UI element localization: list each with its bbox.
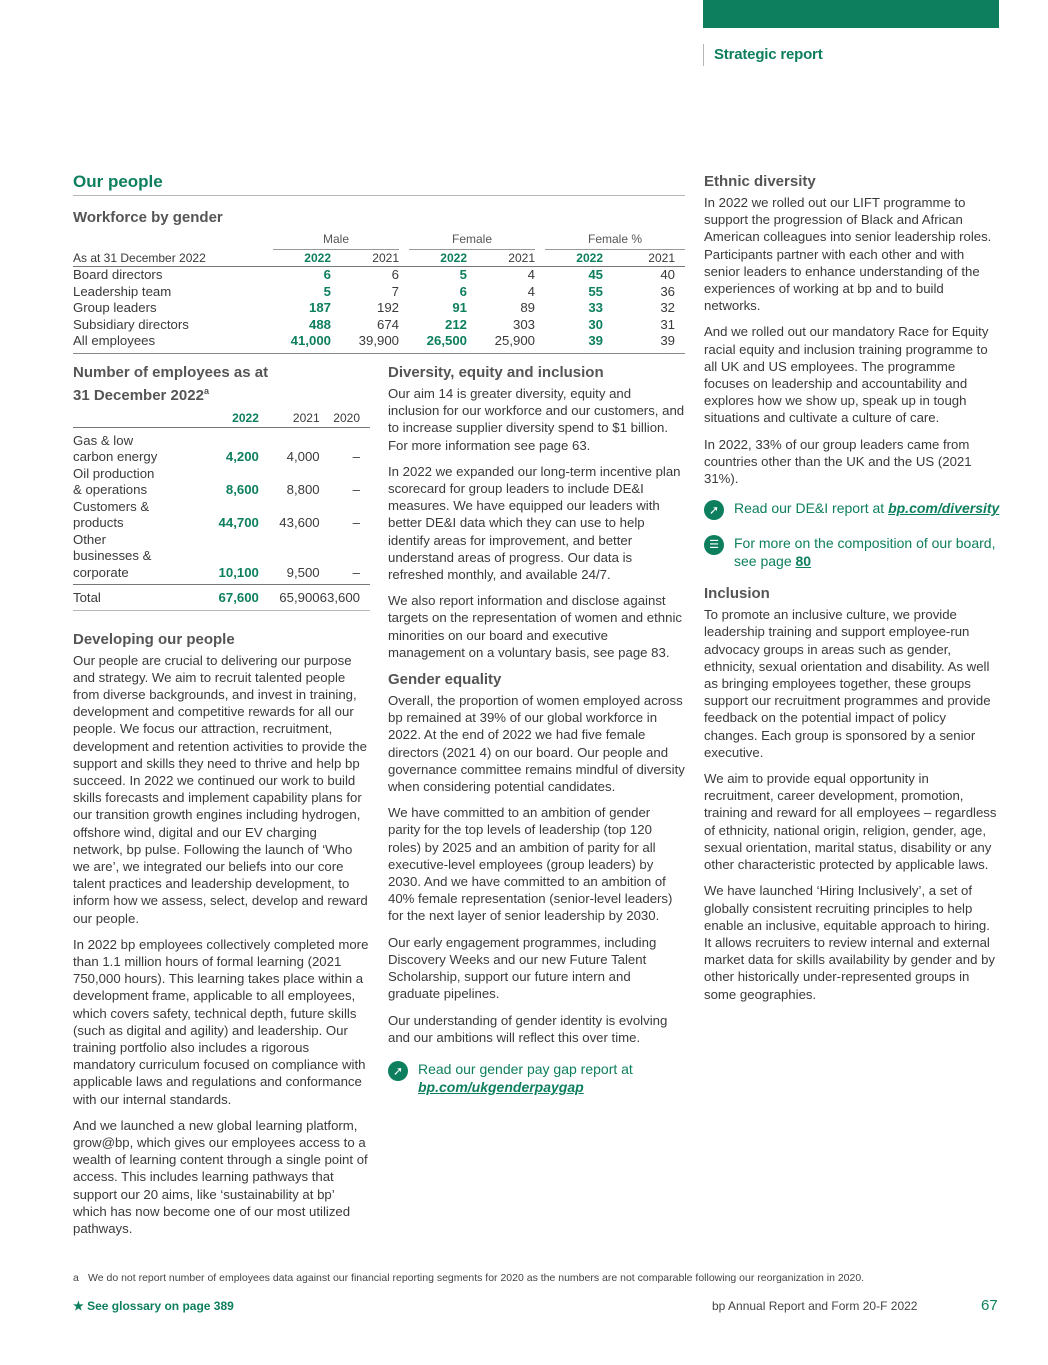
link-label: Read our gender pay gap report at: [418, 1060, 633, 1077]
cell: 33: [588, 300, 603, 315]
paragraph: In 2022 bp employees collectively completed more than 1.1 million hours of formal learning (2021 750,000 hours). This learning takes place within a development frame, applicable to all employees, which covers safety, technical depth, future skills (such as digital and agility) and leadership. Our training portfolio also includes a rigorous mandatory curriculum focused on compliance with applicable laws and regulations and conformance with our internal standards.: [73, 936, 369, 1107]
cell: 5: [323, 283, 331, 299]
year-header: 2022: [263, 250, 331, 267]
paragraph: And we launched a new global learning platform, grow@bp, which gives our employees access to a wealth of learning content through a single point of access. This includes learning pathways that support our 20 aims, like ‘sustainability at bp’ which has now become one of our most utilized pathways.: [73, 1117, 368, 1236]
cell: 6: [391, 267, 399, 282]
header-accent-bar: [703, 0, 999, 28]
year-header: 2022: [399, 250, 467, 267]
row-label: Group leaders: [73, 300, 157, 315]
year-header: 2021: [467, 250, 535, 267]
year-header: 2021: [259, 409, 320, 427]
cell: 192: [376, 300, 399, 315]
section-label: Strategic report: [703, 44, 823, 66]
table-divider: [73, 610, 370, 611]
table-row: [73, 427, 370, 466]
as-at-label: As at 31 December 2022: [73, 250, 263, 267]
cell: 10,100: [218, 564, 259, 580]
link-url[interactable]: bp.com/diversity: [888, 500, 1000, 517]
group-female: Female: [409, 231, 535, 250]
employees-table: [73, 409, 370, 607]
paragraph: In 2022 we expanded our long-term incentive plan scorecard for group leaders to include DE&I measures. We have equipped our leaders with better DE&I data which they can use to help identify areas for improvement, and better understand areas of progress. Our data is refreshed monthly, and available 24/7.: [388, 463, 681, 583]
paragraph: We aim to provide equal opportunity in recruitment, career development, promotion, training and reward for all employees – regardless of ethnicity, national origin, religion, gender, age, sexual orientation, marital status, disability or any other characteristic protected by applicable laws.: [704, 771, 997, 873]
cell: 25,900: [494, 333, 535, 348]
cell: 44,700: [218, 515, 259, 530]
footnote-letter: a: [73, 1272, 79, 1284]
cell: 36: [660, 283, 675, 299]
cell: 31: [660, 316, 675, 332]
our-people-heading: Our people: [73, 172, 685, 196]
cell: 5: [459, 267, 467, 282]
group-male: Male: [273, 231, 399, 250]
row-label: Leadership team: [73, 283, 172, 299]
employees-heading-line1: Number of employees as at: [73, 364, 269, 381]
cell: 40: [660, 267, 675, 282]
cell: 8,800: [286, 482, 320, 497]
row-label: products: [73, 515, 124, 530]
cell: 39: [660, 333, 675, 348]
table-row: [73, 532, 370, 585]
row-label: Gas & low: [73, 432, 134, 448]
gender-pay-gap-link[interactable]: [388, 1060, 685, 1096]
paragraph: We have launched ‘Hiring Inclusively’, a set of globally consistent recruiting principles to help enable an inclusive, equitable approach to hiring. It allows recruiters to review internal and external market data for skills availability by gender and by other historically under-represented groups in some geographies.: [704, 883, 996, 1002]
cell: 89: [520, 300, 535, 315]
paragraph: In 2022, 33% of our group leaders came from countries other than the UK and the US (2021 31%).: [704, 436, 972, 487]
cell: 55: [588, 283, 603, 299]
cell: 43,600: [279, 515, 320, 530]
gender-heading: Gender equality: [388, 671, 502, 689]
cell: 7: [391, 283, 399, 299]
row-label: businesses &: [73, 548, 152, 563]
cell: 9,500: [286, 564, 320, 580]
cell: 4: [527, 267, 535, 282]
cell: 39,900: [358, 333, 399, 348]
table-row: [73, 317, 685, 334]
row-label: carbon energy: [73, 449, 158, 464]
link-url[interactable]: bp.com/ukgenderpaygap: [418, 1078, 584, 1095]
paragraph: Our understanding of gender identity is evolving and our ambitions will reflect this over time.: [388, 1012, 668, 1045]
ethnic-heading: Ethnic diversity: [704, 173, 816, 190]
year-header: 2020: [320, 409, 370, 427]
cell: –: [352, 515, 360, 530]
right-column: [704, 172, 1000, 1012]
cell: 30: [588, 316, 603, 332]
row-label: Total: [73, 585, 199, 607]
report-name: bp Annual Report and Form 20-F 2022: [712, 1299, 918, 1313]
employees-heading-line2: 31 December 2022: [73, 387, 204, 404]
cell: 26,500: [426, 333, 467, 348]
workforce-heading: Workforce by gender: [73, 209, 223, 226]
footnote-marker: a: [203, 386, 209, 396]
paragraph: Overall, the proportion of women employed across bp remained at 39% of our global workforce in 2022. At the end of 2022 we had five female directors (2021 4) on our board. Our people and governance committee remains mindful of diversity when considering potential candidates.: [388, 693, 685, 795]
row-label: & operations: [73, 482, 148, 497]
board-composition-link[interactable]: [704, 534, 1000, 570]
paragraph: We also report information and disclose against targets on the representation of women and ethnic minorities on our board and executive management on a voluntary basis, see page 83.: [388, 593, 682, 660]
link-page[interactable]: 80: [795, 553, 812, 570]
cell: 91: [452, 300, 467, 315]
cursor-click-icon: ➚: [704, 500, 724, 520]
footnote-text: We do not report number of employees data against our financial reporting segments for 2020 as the numbers are not comparable following our reorganization in 2020.: [88, 1272, 865, 1284]
row-label: Subsidiary directors: [73, 316, 189, 332]
footnote: [73, 1272, 864, 1284]
table-divider: [73, 353, 685, 354]
paragraph: Our early engagement programmes, including Discovery Weeks and our new Future Talent Scholarship, support our future intern and graduate pipelines.: [388, 934, 657, 1002]
paragraph: To promote an inclusive culture, we provide leadership training and support employee-run advocacy groups in areas such as gender, ethnicity, sexual orientation and disability. As well as bringing employees together, these groups support our recruitment programmes and provide feedback on the potential impact of policy changes. Each group is sponsored by a senior executive.: [704, 607, 991, 760]
document-icon: ☰: [704, 535, 724, 555]
cell: 39: [588, 333, 603, 348]
left-column: [73, 363, 370, 1246]
cursor-click-icon: ➚: [388, 1061, 408, 1081]
paragraph: And we rolled out our mandatory Race for Equity racial equity and inclusion training programme to all UK and US employees. The programme focuses on leadership and accountability and explores how we show up, speak up in tough situations and cultivate a culture of care.: [704, 324, 989, 426]
row-label: Other: [73, 531, 106, 547]
cell: 45: [588, 267, 603, 282]
cell: 4,200: [225, 449, 259, 464]
cell: 67,600: [199, 585, 259, 607]
cell: 41,000: [290, 333, 331, 348]
year-header: 2021: [603, 250, 685, 267]
row-label: All employees: [73, 333, 156, 348]
middle-column: [388, 363, 685, 1110]
cell: 187: [308, 300, 331, 315]
cell: 488: [308, 316, 331, 332]
table-row: [73, 284, 685, 301]
year-header: 2021: [331, 250, 399, 267]
cell: 8,600: [225, 482, 259, 497]
link-label: Read our DE&I report at: [734, 500, 885, 517]
paragraph: In 2022 we rolled out our LIFT programme to support the progression of Black and African American colleagues into senior leadership roles. Participants partner with each other and with senior leaders to enhance understanding of the experiences of working at bp and to build networks.: [704, 195, 992, 314]
glossary-link[interactable]: ★ See glossary on page 389: [73, 1299, 234, 1313]
cell: 63,600: [320, 585, 370, 607]
workforce-table: [73, 231, 685, 350]
cell: 32: [660, 300, 675, 315]
paragraph: We have committed to an ambition of gender parity for the top levels of leadership (top 120 roles) by 2025 and an ambition of parity for all executive-level employees (group leaders) by 2030. And we have committed to an ambition of 40% female representation (senior-level leaders) for the next layer of senior leadership by 2030.: [388, 805, 673, 924]
paragraph: Our aim 14 is greater diversity, equity and inclusion for our workforce and our customers, and to increase supplier diversity spend to $1 billion. For more information see page 63.: [388, 386, 685, 453]
group-female-pct: Female %: [545, 231, 685, 250]
year-header: 2022: [535, 250, 603, 267]
link-label: For more on the composition of our board, see page: [734, 535, 996, 570]
page-number: 67: [981, 1297, 998, 1314]
year-header: 2022: [165, 409, 259, 427]
table-row: [73, 499, 370, 532]
cell: 4,000: [286, 449, 320, 464]
cell: 674: [376, 316, 399, 332]
paragraph: Our people are crucial to delivering our purpose and strategy. We aim to recruit talented people from diverse backgrounds, and invest in training, development and competitive rewards for all our people. We focus our attraction, recruitment, development and retention activities to provide the support and skills they need to thrive and help bp succeed. In 2022 we continued our work to build skills forecasts and implement capability plans for our transition growth engines including hydrogen, offshore wind, digital and our EV charging network, bp pulse. Following the launch of ‘Who we are’, we integrated our beliefs into our core talent practices and leadership development, to inform how we assess, select, develop and reward our people.: [73, 652, 368, 926]
cell: 6: [459, 283, 467, 299]
row-label: Board directors: [73, 267, 163, 282]
row-label: Customers &: [73, 498, 150, 514]
cell: 65,900: [259, 585, 320, 607]
cell: –: [352, 564, 360, 580]
our-people-section: [73, 172, 685, 354]
row-label: corporate: [73, 564, 129, 580]
table-row-total: [73, 585, 370, 607]
cell: 6: [323, 267, 331, 282]
employees-heading: [73, 363, 370, 405]
developing-heading: Developing our people: [73, 630, 235, 648]
table-row: [73, 333, 685, 350]
cell: –: [352, 449, 360, 464]
table-row: [73, 267, 685, 284]
dei-report-link[interactable]: [704, 499, 1000, 520]
row-label: Oil production: [73, 465, 155, 481]
cell: –: [352, 482, 360, 497]
cell: 212: [444, 316, 467, 332]
dei-heading: Diversity, equity and inclusion: [388, 364, 604, 381]
cell: 303: [512, 316, 535, 332]
table-row: [73, 300, 685, 317]
cell: 4: [527, 283, 535, 299]
inclusion-heading: Inclusion: [704, 585, 770, 603]
table-row: [73, 466, 370, 499]
